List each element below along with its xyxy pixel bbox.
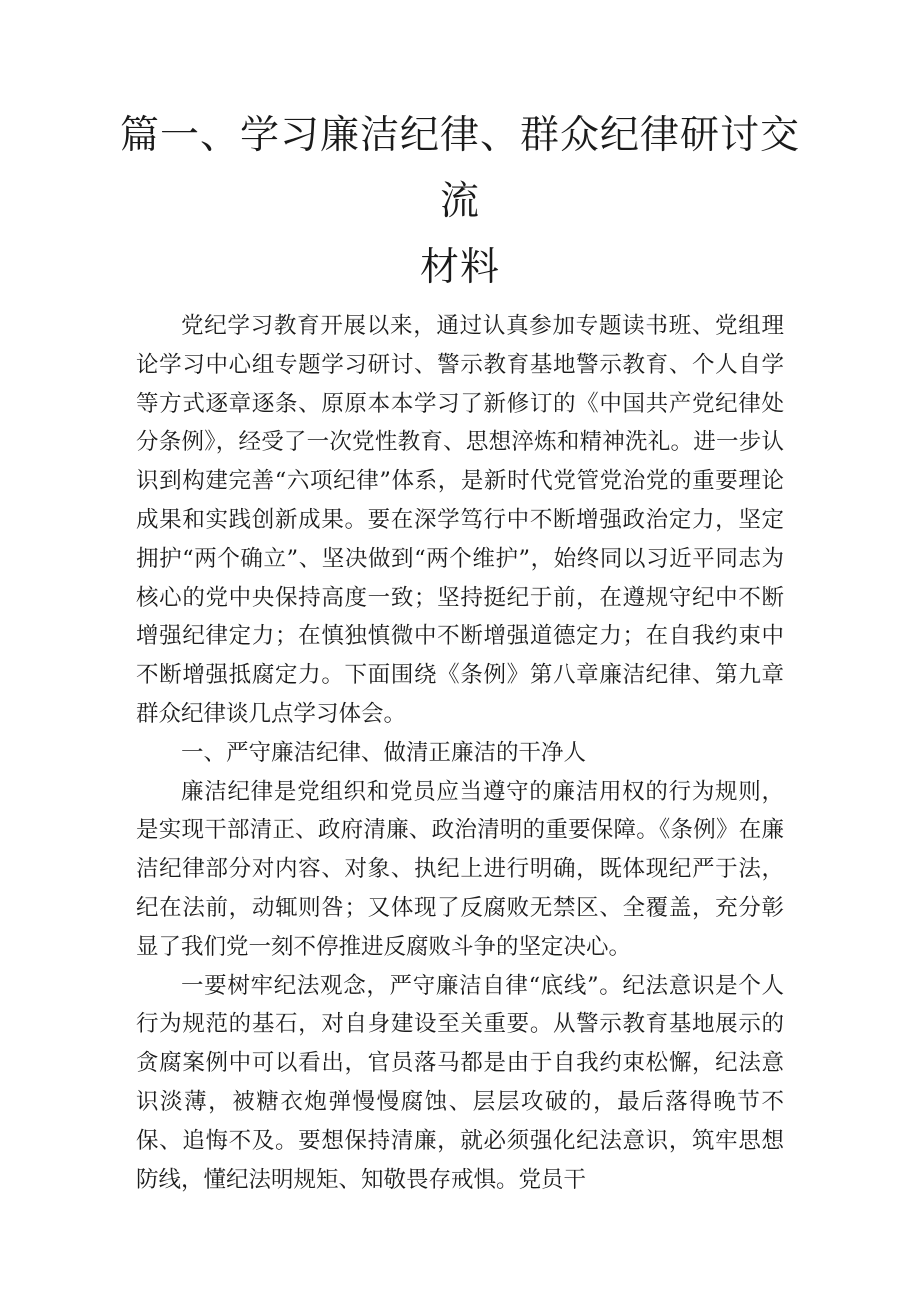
title-line-2: 材料 <box>419 245 500 290</box>
document-title <box>120 103 800 301</box>
intro-paragraph: 党纪学习教育开展以来，通过认真参加专题读书班、党组理论学习中心组专题学习研讨、警示教育基地警示教育、个人自学等方式逐章逐条、原原本本学习了新修订的《中国共产党纪律处分条例》，经受了一次党性教育、思想淬炼和精神洗礼。进一步认识到构建完善“六项纪律”体系，是新时代党管党治党的重要理论成果和实践创新成果。要在深学笃行中不断增强政治定力，坚定拥护“两个确立”、坚决做到“两个维护”，始终同以习近平同志为核心的党中央保持高度一致；坚持挺纪于前，在遵规守纪中不断增强纪律定力；在慎独慎微中不断增强道德定力；在自我约束中不断增强抵腐定力。下面围绕《条例》第八章廉洁纪律、第九章群众纪律谈几点学习体会。 <box>136 313 784 727</box>
body-paragraph: 廉洁纪律是党组织和党员应当遵守的廉洁用权的行为规则，是实现干部清正、政府清廉、政治清明的重要保障。《条例》在廉洁纪律部分对内容、对象、执纪上进行明确，既体现纪严于法，纪在法前，动辄则咎；又体现了反腐败无禁区、全覆盖，充分彰显了我们党一刻不停推进反腐败斗争的坚定决心。 <box>136 778 784 960</box>
body-paragraph: 一要树牢纪法观念，严守廉洁自律“底线”。纪法意识是个人行为规范的基石，对自身建设至关重要。从警示教育基地展示的贪腐案例中可以看出，官员落马都是由于自我约束松懈，纪法意识淡薄，被糖衣炮弹慢慢腐蚀、层层攻破的，最后落得晚节不保、追悔不及。要想保持清廉，就必须强化纪法意识，筑牢思想防线，懂纪法明规矩、知敬畏存戒惧。党员干 <box>136 972 784 1193</box>
document-body <box>136 307 784 1199</box>
section-heading-1: 一、严守廉洁纪律、做清正廉洁的干净人 <box>181 739 587 766</box>
title-line-1: 篇一、学习廉洁纪律、群众纪律研讨交流 <box>120 113 801 224</box>
